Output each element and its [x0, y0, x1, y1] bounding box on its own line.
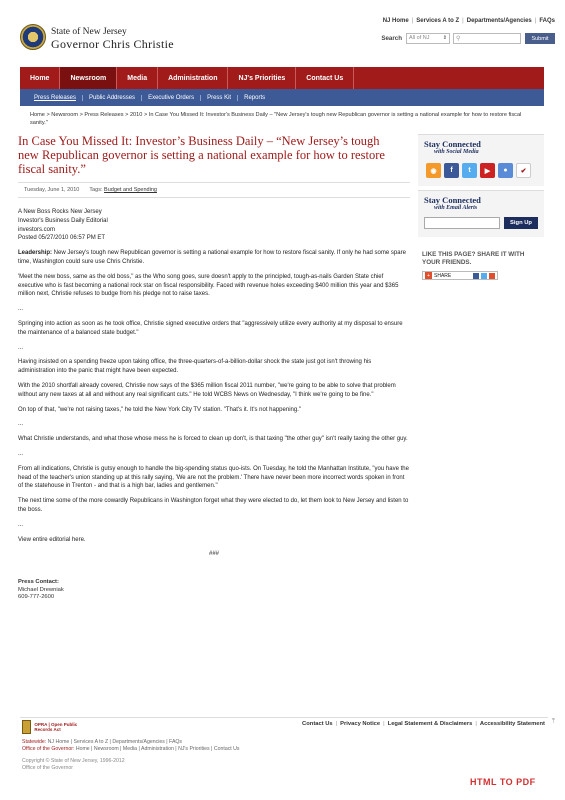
source-line: Investor's Business Daily Editorial — [18, 217, 108, 224]
search-scope-select[interactable] — [406, 33, 450, 44]
statewide-links[interactable]: NJ Home | Services A to Z | Departments/Agencies | FAQs — [46, 739, 183, 745]
nav-newsroom[interactable]: Newsroom — [60, 67, 117, 89]
search-input[interactable] — [453, 33, 521, 44]
end-marker: ### — [208, 551, 219, 558]
top-link-nj-home[interactable]: NJ Home — [382, 18, 409, 24]
email-subtitle: with Email Alerts — [434, 205, 478, 211]
opra-seal-icon — [22, 720, 31, 734]
twitter-mini-icon[interactable] — [481, 273, 487, 279]
search-label: Search — [381, 35, 402, 42]
subnav-press-releases[interactable]: Press Releases — [28, 95, 83, 101]
press-contact — [18, 579, 410, 602]
flickr-icon[interactable]: ● — [498, 163, 513, 178]
subnav-public-addresses[interactable]: Public Addresses — [83, 95, 142, 101]
source-line: investors.com — [18, 226, 56, 233]
copyright-line: Copyright © State of New Jersey, 1996-2012 — [22, 758, 125, 764]
footer-link-accessibility[interactable]: Accessibility Statement — [479, 721, 545, 727]
youtube-icon[interactable]: ▶ — [480, 163, 495, 178]
governor-name: Governor Chris Christie — [51, 37, 174, 51]
source-line: Posted 05/27/2010 06:57 PM ET — [18, 235, 106, 242]
article — [18, 134, 410, 602]
view-editorial — [18, 536, 410, 545]
ellipsis: ... — [18, 521, 24, 528]
subnav-press-kit[interactable]: Press Kit — [201, 95, 238, 101]
social-media-box — [418, 134, 544, 186]
ellipsis: ... — [18, 306, 24, 313]
opra-logo[interactable] — [22, 718, 78, 736]
ellipsis: ... — [18, 344, 24, 351]
lead-label: Leadership: — [18, 250, 53, 257]
chevron-updown-icon: ⇕ — [442, 35, 447, 41]
subnav-reports[interactable]: Reports — [244, 94, 266, 101]
copyright-office: Office of the Governor — [22, 765, 73, 771]
view-editorial-link[interactable]: here. — [71, 536, 86, 543]
nav-media[interactable]: Media — [117, 67, 158, 89]
share-prompt: LIKE THIS PAGE? SHARE IT WITH YOUR FRIENDS. — [422, 251, 525, 266]
search-icon: ⚲ — [456, 36, 461, 42]
paragraph: 'Meet the new boss, same as the old boss," as the Who song goes, sure doesn't apply to the principled, tough-as-nails Garden State chief executive who is fast becoming a national rock star on fiscal responsibility. Faced with revenue holes exceeding $400 million this year and $365 million next, Christie refuses to budge from his pledge not to raise taxes. — [18, 273, 399, 298]
article-headline: In Case You Missed It: Investor’s Business Daily – “New Jersey’s tough new Republican governor is setting a national example for how to restore fiscal sanity.” — [18, 134, 385, 176]
footer-link-contact[interactable]: Contact Us — [302, 721, 333, 727]
email-row — [424, 211, 538, 233]
press-contact-name: Michael Drewniak — [18, 586, 64, 593]
state-name: State of New Jersey — [51, 27, 127, 37]
scroll-up-icon[interactable]: ⤒ — [551, 718, 555, 725]
tags-label: Tags: — [89, 187, 103, 193]
footer-divider — [20, 717, 548, 718]
sidebar — [418, 134, 544, 280]
footer-link-legal[interactable]: Legal Statement & Disclaimers — [387, 721, 473, 727]
press-contact-phone: 609-777-2600 — [18, 594, 55, 601]
plus-icon: + — [425, 272, 432, 279]
breadcrumb[interactable]: Home > Newsroom > Press Releases > 2010 > In Case You Missed It: Investor's Business Daily – "New Jersey's tough new Republican governor is setting a national example for how to restore fiscal sanity." — [30, 112, 522, 126]
office-label: Office of the Governor: — [22, 746, 75, 752]
email-alerts-box — [418, 190, 544, 237]
paragraph: The next time some of the more cowardly Republicans in Washington forget what they were elected to do, let them look to New Jersey and listen to the boss. — [18, 498, 409, 513]
press-contact-label: Press Contact: — [18, 579, 59, 586]
footer-sitemap — [22, 739, 240, 753]
paragraph: Springing into action as soon as he took office, Christie signed executive orders that "aggressively utilize every authority at my disposal to ensure the maintenance of a balanced state budget." — [18, 320, 403, 336]
social-title: Stay Connected — [424, 139, 481, 149]
subnav-executive-orders[interactable]: Executive Orders — [142, 95, 201, 101]
view-text: View entire editorial — [18, 536, 72, 543]
paragraph: Having insisted on a spending freeze upon taking office, the three-quarters-of-a-billion-dollar shock the state just got isn't throwing his administration into the panic that might have been expected. — [18, 359, 372, 375]
search-scope-value: All of NJ — [409, 35, 430, 41]
facebook-icon[interactable]: f — [444, 163, 459, 178]
paragraph — [18, 249, 410, 267]
main-nav — [20, 67, 544, 89]
sub-nav — [20, 89, 544, 106]
statewide-label: Statewide: — [22, 739, 47, 745]
email-title: Stay Connected — [424, 195, 481, 205]
article-meta — [18, 182, 410, 198]
paragraph: What Christie understands, and what those whose mess he is forced to clean up don't, is that taxing "the other guy" isn't really taxing the other guy. — [18, 436, 408, 443]
rss-icon[interactable]: ◉ — [426, 163, 441, 178]
nj-seal-logo[interactable] — [20, 24, 46, 50]
top-link-departments[interactable]: Departments/Agencies — [466, 18, 532, 24]
email-field[interactable] — [424, 217, 500, 229]
top-links: NJ Home | Services A to Z | Departments/Agencies | FAQs — [382, 18, 555, 24]
twitter-icon[interactable]: t — [462, 163, 477, 178]
nav-priorities[interactable]: NJ's Priorities — [228, 67, 296, 89]
footer-links: Contact Us | Privacy Notice | Legal Statement & Disclaimers | Accessibility Statement — [302, 721, 545, 727]
top-link-services[interactable]: Services A to Z — [416, 18, 460, 24]
sign-up-button[interactable]: Sign Up — [504, 217, 538, 229]
search-area — [381, 33, 555, 44]
article-date: Tuesday, June 1, 2010 — [24, 187, 80, 193]
article-body — [18, 208, 410, 559]
search-submit-button[interactable]: Submit — [525, 33, 555, 44]
facebook-mini-icon[interactable] — [473, 273, 479, 279]
header — [0, 0, 565, 65]
lead-text: New Jersey's tough new Republican governor is setting a national example for how to restore fiscal sanity. If only he had some spare time, Washington could sure use Chris Christie. — [18, 250, 406, 265]
nav-contact[interactable]: Contact Us — [296, 67, 354, 89]
paragraph: From all indications, Christie is gutsy enough to handle the big-spending status quo-ists. On Tuesday, he told the Manhattan Institute, "you have the head of the teacher's union standing up at this rally saying, 'We are not the problem.' There have never been more incorrect words spoken in front of the statehouse in Trenton - and that is a high bar, ladies and gentlemen." — [18, 465, 409, 490]
share-label: SHARE — [434, 272, 452, 279]
nav-home[interactable]: Home — [20, 67, 60, 89]
source-block — [18, 208, 410, 243]
social-icons — [424, 155, 538, 182]
paragraph: With the 2010 shortfall already covered, Christie now says of the $365 million fiscal 2011 number, "we're going to be able to solve that problem without any new taxes at all and without any real significant cuts." He told WCBS News on Wednesday, "I think we're going to be fine." — [18, 382, 396, 398]
nav-administration[interactable]: Administration — [158, 67, 228, 89]
social-subtitle: with Social Media — [434, 149, 479, 155]
tag-link[interactable]: Budget and Spending — [104, 187, 157, 193]
footer-office — [22, 746, 240, 753]
copyright — [22, 758, 125, 772]
ellipsis: ... — [18, 450, 24, 457]
ellipsis: ... — [18, 421, 24, 428]
source-line: A New Boss Rocks New Jersey — [18, 209, 102, 215]
email-mini-icon[interactable] — [489, 273, 495, 279]
footer-statewide — [22, 739, 240, 746]
top-link-faqs[interactable]: FAQs — [539, 18, 555, 24]
blog-icon[interactable]: ✔ — [516, 163, 531, 178]
article-tags — [89, 187, 157, 193]
share-button[interactable] — [422, 271, 498, 280]
opra-logo-text: OPRA | Open Public Records Act — [34, 722, 78, 732]
office-links[interactable]: Home | Newsroom | Media | Administration | NJ's Priorities | Contact Us — [74, 746, 240, 752]
footer-link-privacy[interactable]: Privacy Notice — [340, 721, 381, 727]
html-to-pdf-watermark: HTML TO PDF — [470, 777, 536, 787]
paragraph: On top of that, "we're not raising taxes," he told the New York City TV station. "That's it. It's not happening." — [18, 406, 301, 413]
